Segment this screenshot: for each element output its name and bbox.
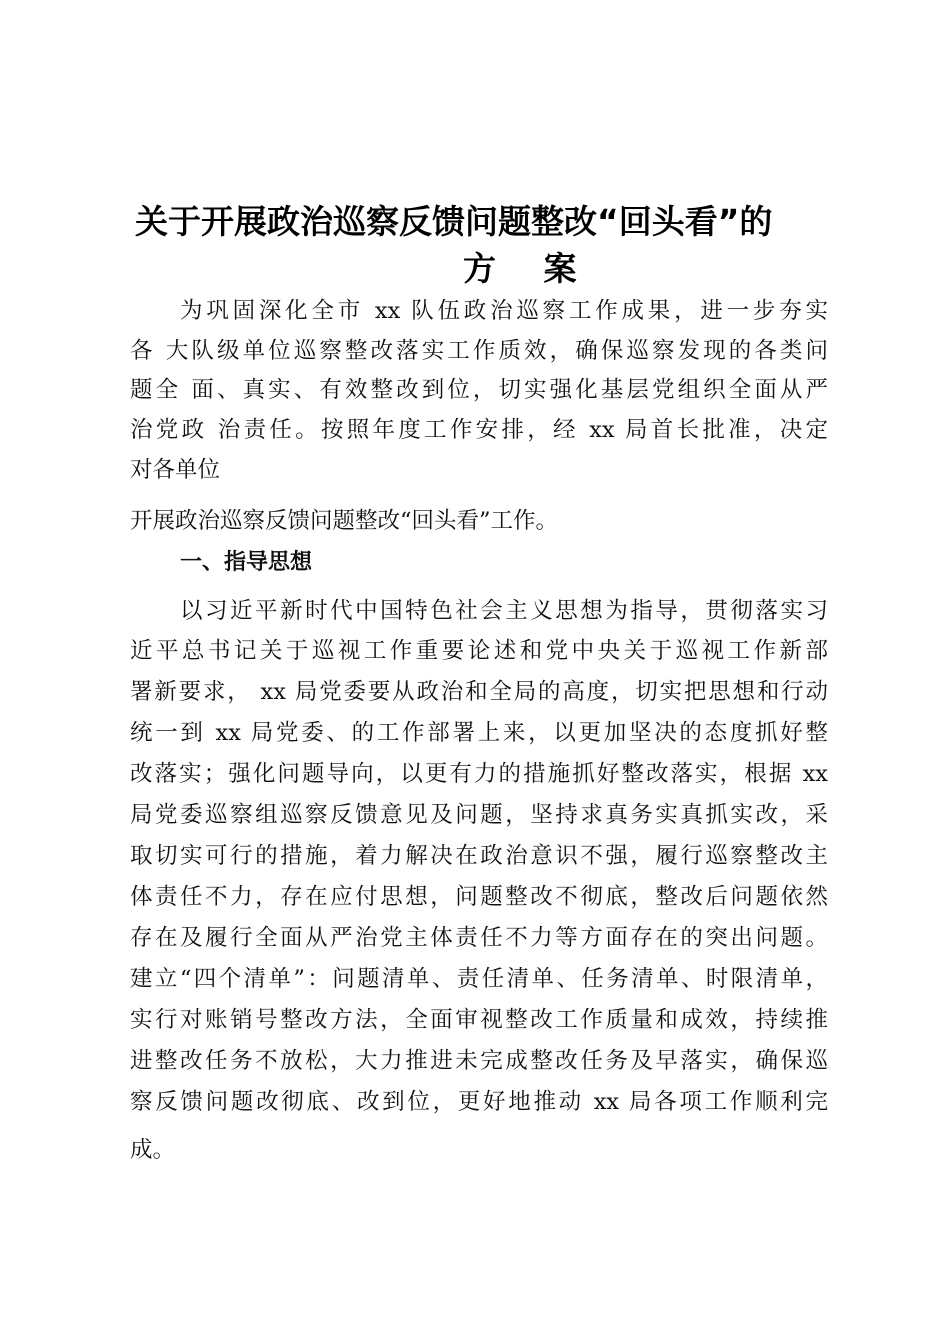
- intro-line-1: 为巩固深化全市 xx 队伍政治巡察工作成果，进一步夯实: [180, 298, 828, 324]
- section1-line-2: 近平总书记关于巡视工作重要论述和党中央关于巡视工作新部: [130, 638, 828, 664]
- section1-line-1: 以习近平新时代中国特色社会主义思想为指导，贯彻落实习: [180, 598, 828, 624]
- section1-line-3: 署新要求， xx 局党委要从政治和全局的高度，切实把思想和行动: [130, 679, 828, 705]
- intro-line-4: 治党政 治责任。按照年度工作安排，经 xx 局首长批准，决定: [130, 417, 828, 443]
- section1-line-4: 统一到 xx 局党委、的工作部署上来，以更加坚决的态度抓好整: [130, 720, 828, 746]
- section1-line-7: 取切实可行的措施，着力解决在政治意识不强，履行巡察整改主: [130, 843, 828, 869]
- intro-line-2: 各 大队级单位巡察整改落实工作质效，确保巡察发现的各类问: [130, 338, 828, 364]
- intro-line-3: 题全 面、真实、有效整改到位，切实强化基层党组织全面从严: [130, 377, 828, 403]
- section1-line-10: 建立“四个清单”：问题清单、责任清单、任务清单、时限清单，: [130, 966, 828, 992]
- section1-line-12: 进整改任务不放松，大力推进未完成整改任务及早落实，确保巡: [130, 1048, 828, 1074]
- section1-line-8: 体责任不力，存在应付思想，问题整改不彻底，整改后问题依然: [130, 884, 828, 910]
- document-title-line2: 方 案: [463, 249, 595, 288]
- section1-line-6: 局党委巡察组巡察反馈意见及问题，坚持求真务实真抓实改，采: [130, 802, 828, 828]
- section1-line-13: 察反馈问题改彻底、改到位，更好地推动 xx 局各项工作顺利完: [130, 1089, 828, 1115]
- section-heading-guiding-thought: 一、指导思想: [180, 550, 313, 575]
- section1-line-9: 存在及履行全面从严治党主体责任不力等方面存在的突出问题。: [130, 925, 828, 951]
- intro-line-5: 对各单位: [130, 457, 221, 483]
- section1-line-14: 成。: [130, 1137, 176, 1163]
- document-title-line1: 关于开展政治巡察反馈问题整改“回头看”的: [135, 202, 773, 241]
- section1-line-5: 改落实；强化问题导向，以更有力的措施抓好整改落实，根据 xx: [130, 761, 828, 787]
- section1-line-11: 实行对账销号整改方法，全面审视整改工作质量和成效，持续推: [130, 1007, 828, 1033]
- intro-tail-line: 开展政治巡察反馈问题整改“回头看”工作。: [130, 508, 559, 534]
